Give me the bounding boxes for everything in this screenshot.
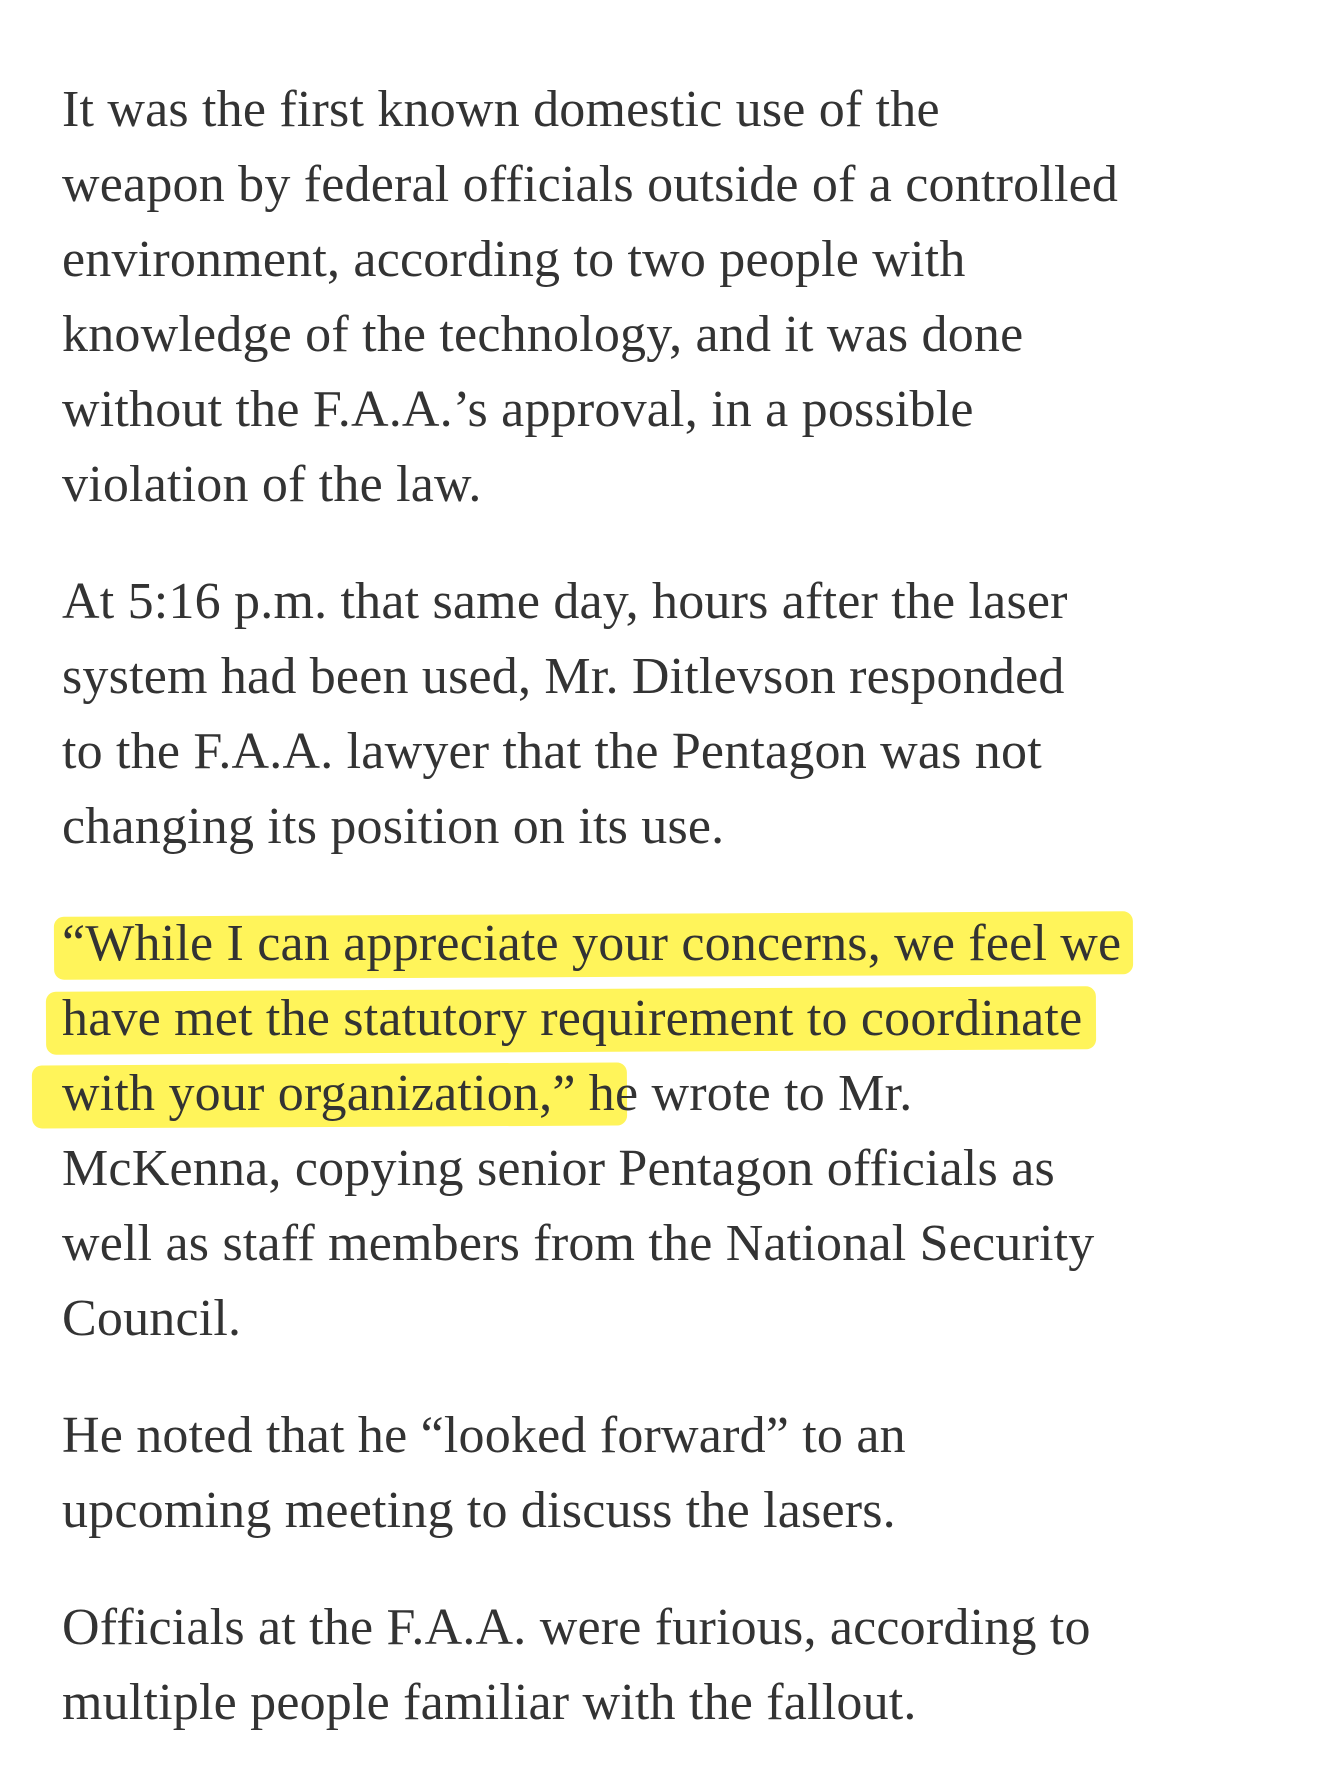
highlighted-quote-line — [62, 981, 1282, 1056]
paragraph-line: well as staff members from the National Security — [62, 1215, 1095, 1272]
highlight-mark: “While I can appreciate your concerns, we feel we — [62, 906, 1121, 981]
paragraph-line: changing its position on its use. — [62, 798, 725, 855]
paragraph-line: to the F.A.A. lawyer that the Pentagon was not — [62, 723, 1042, 780]
paragraph-line: McKenna, copying senior Pentagon officials as — [62, 1140, 1055, 1197]
paragraph-line: It was the first known domestic use of the — [62, 81, 940, 138]
paragraph-line: without the F.A.A.’s approval, in a possible — [62, 381, 974, 438]
paragraph-line-rest: e wrote to Mr. — [615, 1065, 913, 1122]
highlight-mark: with your organization,” h — [62, 1056, 615, 1131]
paragraph-line: violation of the law. — [62, 456, 482, 513]
article-paragraph — [62, 1590, 1282, 1740]
paragraph-line: Council. — [62, 1290, 242, 1347]
paragraph-line: multiple people familiar with the fallout. — [62, 1674, 917, 1731]
paragraph-line: At 5:16 p.m. that same day, hours after the laser — [62, 573, 1068, 630]
article-body — [62, 72, 1282, 1782]
article-paragraph — [62, 1398, 1282, 1548]
quote-paragraph — [62, 906, 1282, 1356]
paragraph-line: system had been used, Mr. Ditlevson responded — [62, 648, 1065, 705]
article-paragraph — [62, 72, 1282, 522]
highlighted-quote-line — [62, 906, 1282, 981]
paragraph-line: weapon by federal officials outside of a controlled — [62, 156, 1119, 213]
article-paragraph — [62, 564, 1282, 864]
paragraph-line: He noted that he “looked forward” to an — [62, 1407, 906, 1464]
highlighted-quote-line — [62, 1056, 1282, 1131]
paragraph-line: upcoming meeting to discuss the lasers. — [62, 1482, 896, 1539]
paragraph-line: environment, according to two people with — [62, 231, 966, 288]
paragraph-line: knowledge of the technology, and it was done — [62, 306, 1024, 363]
paragraph-line: Officials at the F.A.A. were furious, according to — [62, 1599, 1091, 1656]
highlight-mark: have met the statutory requirement to coordinate — [62, 981, 1082, 1056]
